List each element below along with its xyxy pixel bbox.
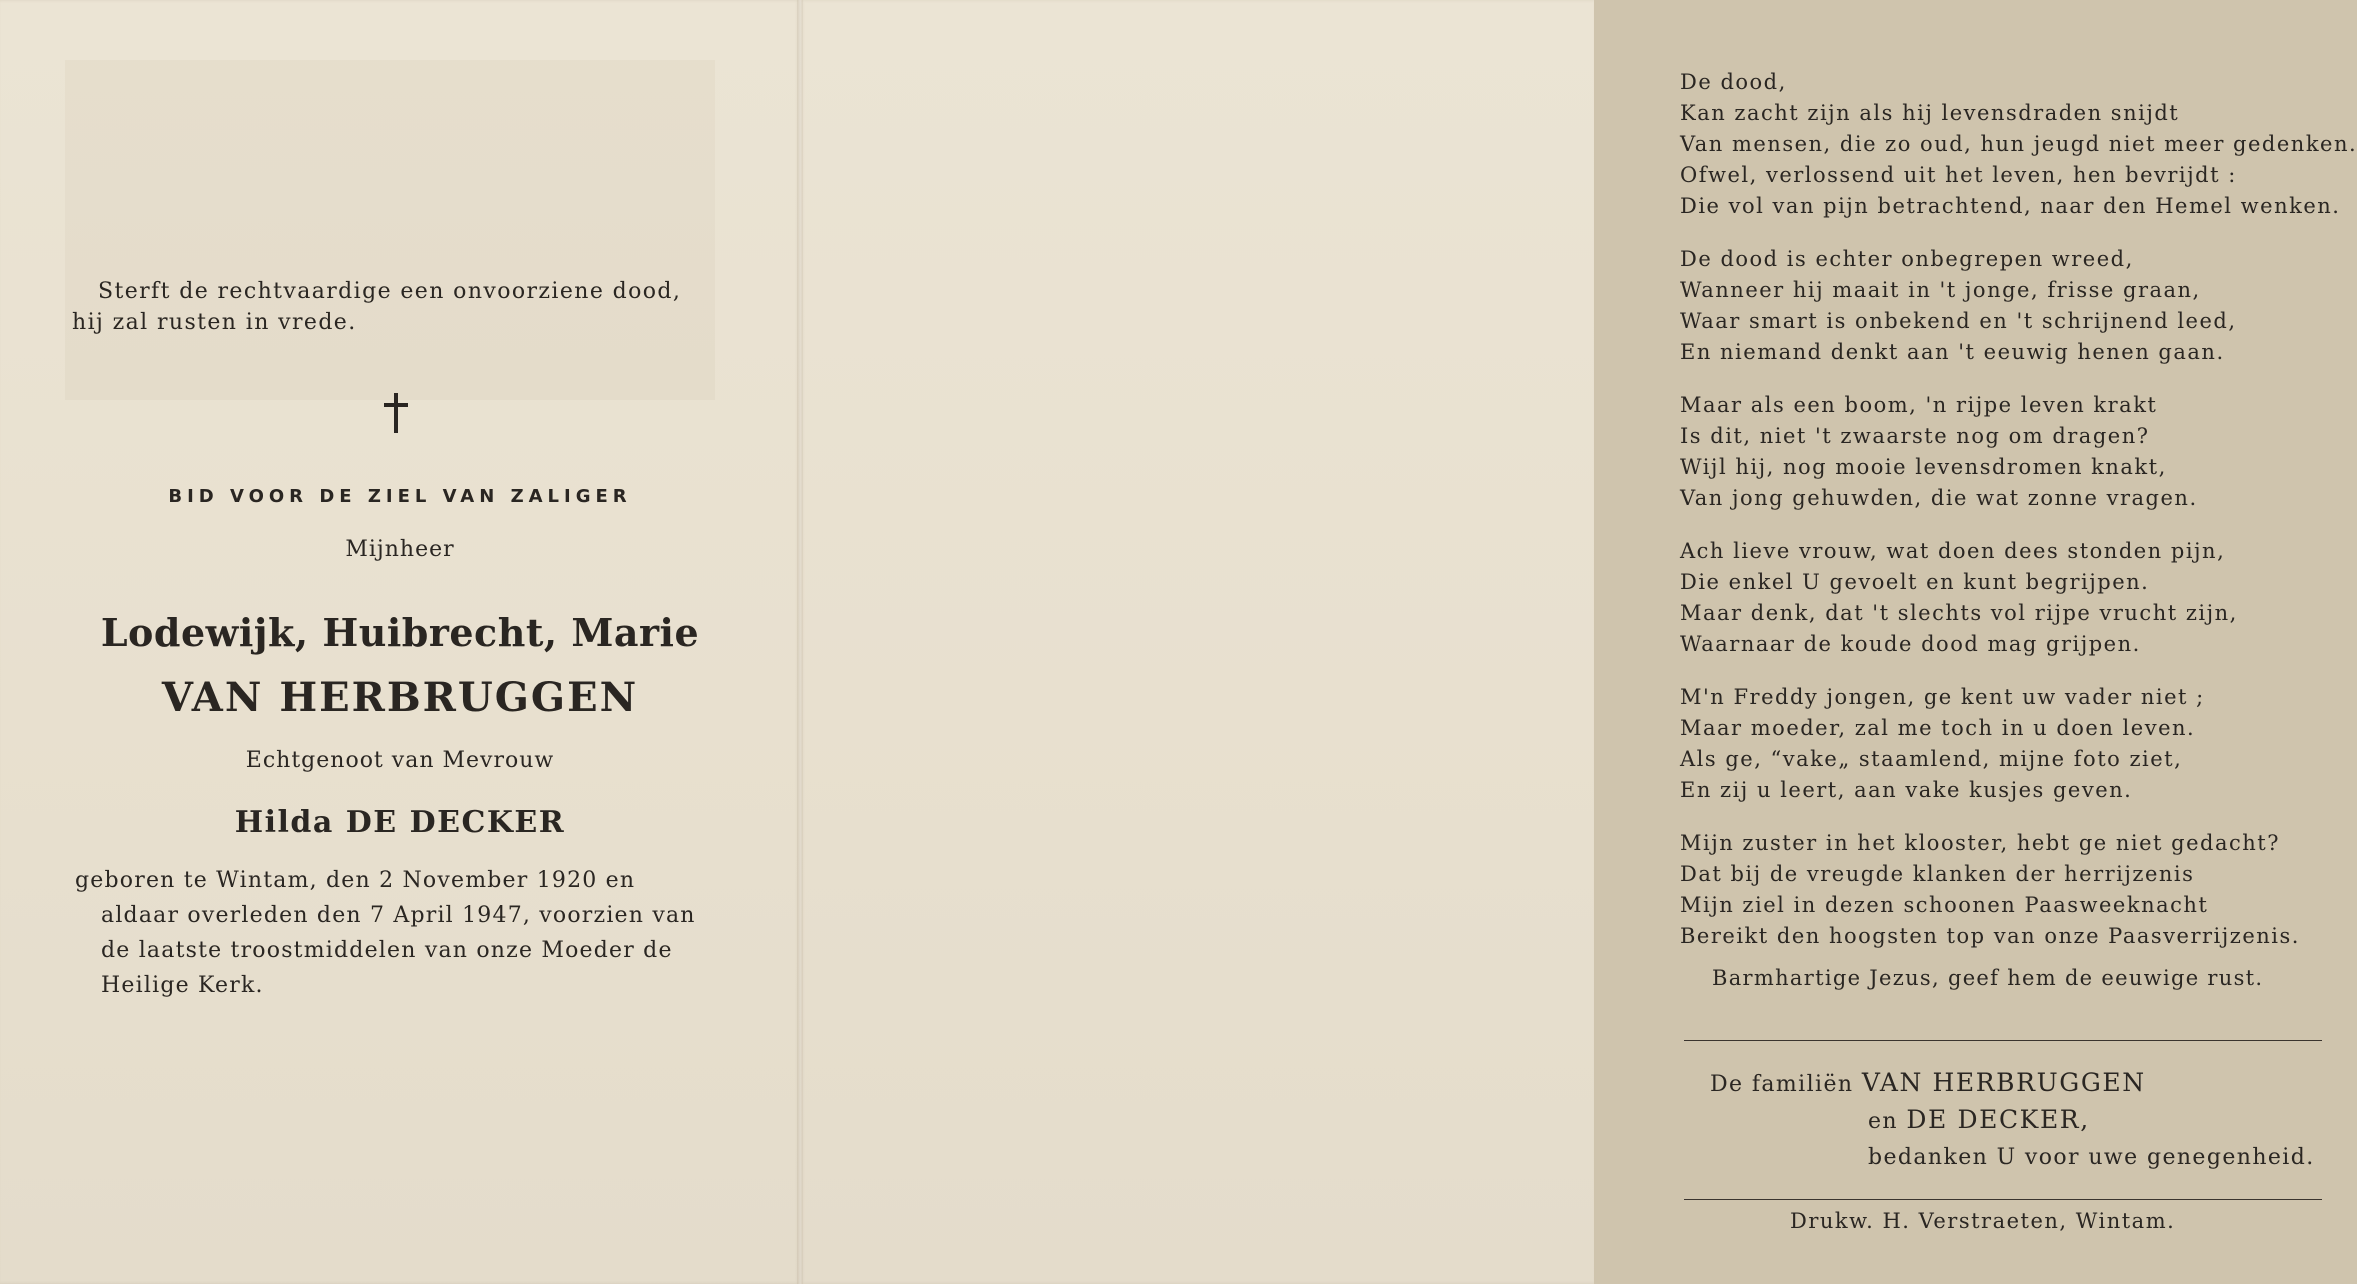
poem-line: Ach lieve vrouw, wat doen dees stonden pijn, bbox=[1680, 539, 2226, 563]
poem-line: Maar als een boom, 'n rijpe leven krakt bbox=[1680, 393, 2158, 417]
family-line-1 bbox=[1710, 1068, 2146, 1097]
honorific: Mijnheer bbox=[345, 537, 455, 562]
printer-credit: Drukw. H. Verstraeten, Wintam. bbox=[1790, 1209, 2176, 1233]
poem-line: Mijn zuster in het klooster, hebt ge niet gedacht? bbox=[1680, 831, 2280, 855]
deceased-first-names: Lodewijk, Huibrecht, Marie bbox=[100, 610, 700, 655]
family-line-2 bbox=[1868, 1105, 2090, 1134]
left-panel bbox=[0, 0, 800, 1284]
divider-bottom bbox=[1684, 1199, 2322, 1200]
poem-line: Maar denk, dat 't slechts vol rijpe vrucht zijn, bbox=[1680, 601, 2238, 625]
poem-line: Is dit, niet 't zwaarste nog om dragen? bbox=[1680, 424, 2150, 448]
poem-line: Waarnaar de koude dood mag grijpen. bbox=[1680, 632, 2141, 656]
deceased-surname: VAN HERBRUGGEN bbox=[161, 674, 639, 721]
motto-line-1: Sterft de rechtvaardige een onvoorziene dood, bbox=[98, 279, 682, 304]
poem-line: Die enkel U gevoelt en kunt begrijpen. bbox=[1680, 570, 2150, 594]
poem-line: M'n Freddy jongen, ge kent uw vader niet ; bbox=[1680, 685, 2205, 709]
poem-line: Van mensen, die zo oud, hun jeugd niet meer gedenken. bbox=[1680, 132, 2357, 156]
poem-line: Wijl hij, nog mooie levensdromen knakt, bbox=[1680, 455, 2167, 479]
poem-line: De dood is echter onbegrepen wreed, bbox=[1680, 247, 2134, 271]
poem-line: Mijn ziel in dezen schoonen Paasweeknacht bbox=[1680, 893, 2209, 917]
family-name-1: VAN HERBRUGGEN bbox=[1861, 1068, 2146, 1097]
prayer-heading: BID VOOR DE ZIEL VAN ZALIGER bbox=[168, 486, 632, 507]
bio-line-3: de laatste troostmiddelen van onze Moeder de bbox=[101, 938, 673, 963]
poem-line: Maar moeder, zal me toch in u doen leven. bbox=[1680, 716, 2196, 740]
poem-line: Als ge, “vake„ staamlend, mijne foto ziet, bbox=[1680, 747, 2183, 771]
poem-line: Bereikt den hoogsten top van onze Paasverrijzenis. bbox=[1680, 924, 2300, 948]
poem-line: De dood, bbox=[1680, 70, 1787, 94]
family-thanks: bedanken U voor uwe genegenheid. bbox=[1868, 1145, 2315, 1170]
poem-line: Kan zacht zijn als hij levensdraden snijdt bbox=[1680, 101, 2180, 125]
paper-discoloration bbox=[65, 60, 715, 400]
bio-line-1: geboren te Wintam, den 2 November 1920 en bbox=[75, 868, 636, 893]
bio-line-2: aldaar overleden den 7 April 1947, voorzien van bbox=[101, 903, 696, 928]
divider-top bbox=[1684, 1040, 2322, 1041]
poem-line: En zij u leert, aan vake kusjes geven. bbox=[1680, 778, 2133, 802]
poem-line: Van jong gehuwden, die wat zonne vragen. bbox=[1680, 486, 2198, 510]
cross-icon bbox=[384, 393, 408, 433]
poem-line: Die vol van pijn betrachtend, naar den Hemel wenken. bbox=[1680, 194, 2341, 218]
family-name-2: DE DECKER, bbox=[1906, 1105, 2090, 1134]
poem-line: En niemand denkt aan 't eeuwig henen gaan. bbox=[1680, 340, 2225, 364]
closing-prayer: Barmhartige Jezus, geef hem de eeuwige rust. bbox=[1712, 966, 2264, 990]
bio-line-4: Heilige Kerk. bbox=[101, 973, 264, 998]
poem-line: Waar smart is onbekend en 't schrijnend leed, bbox=[1680, 309, 2237, 333]
right-panel bbox=[800, 0, 2357, 1284]
card-fold bbox=[797, 0, 803, 1284]
family-prefix: De familiën bbox=[1710, 1072, 1854, 1097]
poem-line: Wanneer hij maait in 't jonge, frisse graan, bbox=[1680, 278, 2201, 302]
spouse-label: Echtgenoot van Mevrouw bbox=[245, 748, 555, 773]
family-conjunction: en bbox=[1868, 1109, 1898, 1134]
poem-line: Dat bij de vreugde klanken der herrijzenis bbox=[1680, 862, 2195, 886]
poem-line: Ofwel, verlossend uit het leven, hen bevrijdt : bbox=[1680, 163, 2237, 187]
motto-line-2: hij zal rusten in vrede. bbox=[72, 310, 357, 335]
spouse-name: Hilda DE DECKER bbox=[234, 805, 566, 840]
